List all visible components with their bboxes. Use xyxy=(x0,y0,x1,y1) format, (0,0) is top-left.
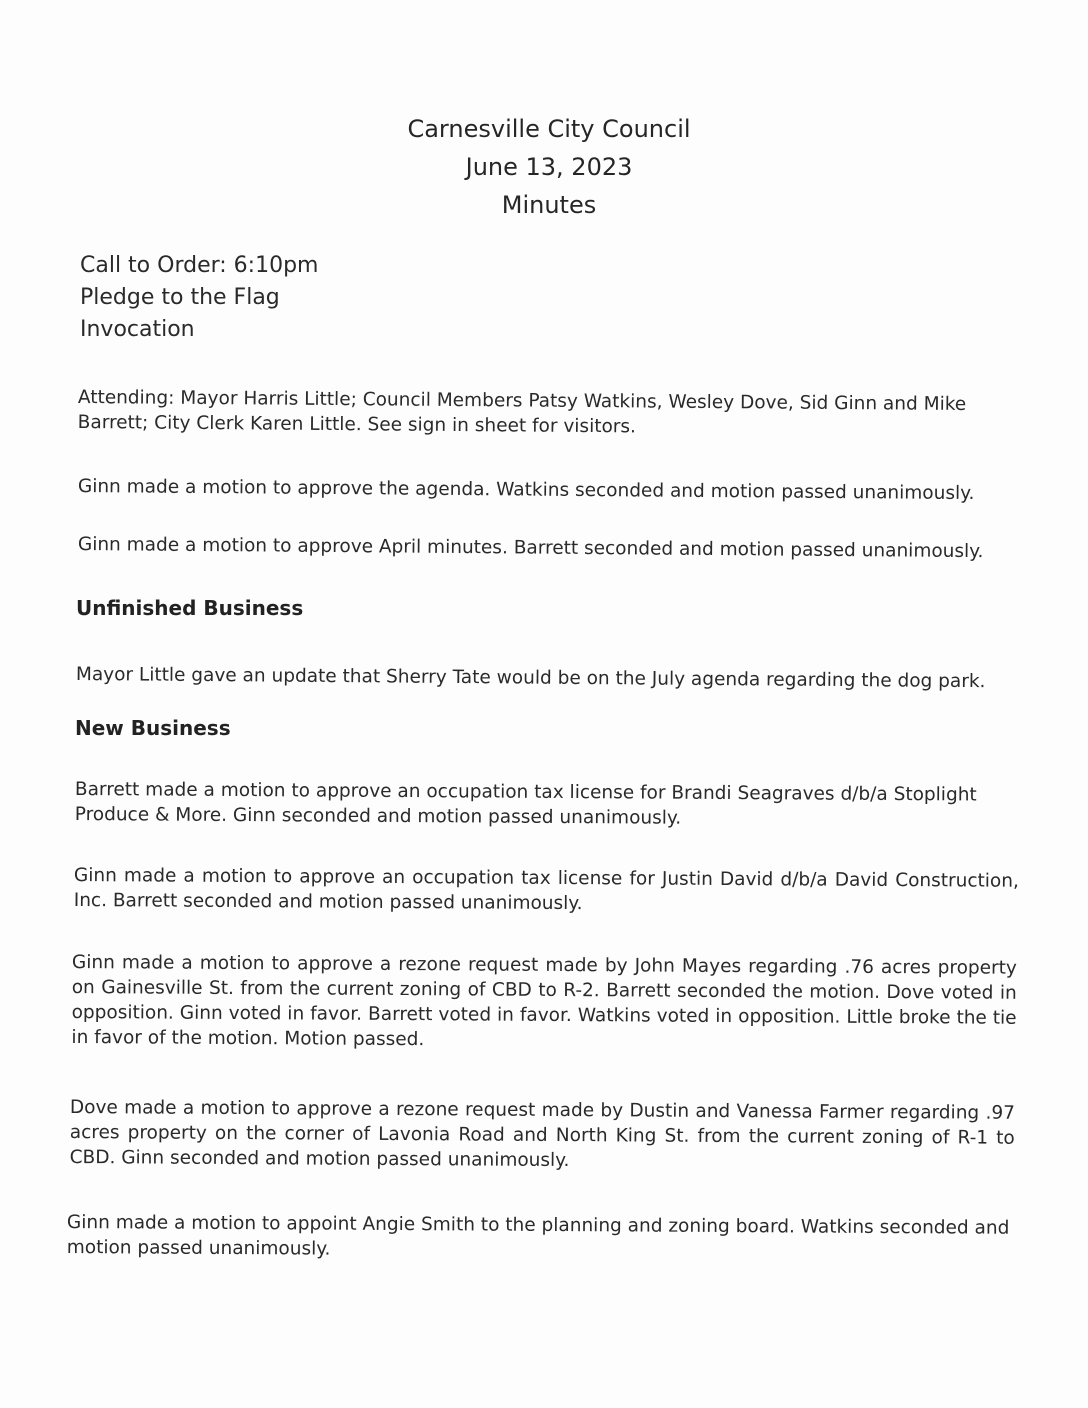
document-header xyxy=(0,110,1088,224)
pledge-item: Pledge to the Flag xyxy=(80,285,280,310)
unfinished-business-text: Mayor Little gave an update that Sherry Tate would be on the July agenda regarding the dog park. xyxy=(75,663,986,693)
document-type: Minutes xyxy=(501,191,597,219)
new-business-item-2: Ginn made a motion to approve an occupation tax license for Justin David d/b/a David Construction, Inc. Barrett seconded and motion passed unanimously. xyxy=(73,864,1019,915)
new-business-item-1: Barrett made a motion to approve an occupation tax license for Brandi Seagraves d/b/a Stoplight Produce & More. Ginn seconded and motion passed unanimously. xyxy=(74,778,977,829)
new-business-item-4: Dove made a motion to approve a rezone request made by Dustin and Vanessa Farmer regarding .97 acres property on the corner of Lavonia Road and North King St. from the current zoning of R-1 to CBD. Ginn seconded and motion passed unanimously. xyxy=(69,1097,1015,1172)
council-name: Carnesville City Council xyxy=(407,115,691,143)
invocation-item: Invocation xyxy=(80,317,195,342)
new-business-item-3: Ginn made a motion to approve a rezone request made by John Mayes regarding .76 acres property on Gainesville St. from the current zoning of CBD to R-2. Barrett seconded the motion. Dove voted in opposition. Ginn voted in favor. Barrett voted in favor. Watkins voted in opposition. Little broke the tie in favor of the motion. Motion passed. xyxy=(71,951,1017,1051)
minutes-motion: Ginn made a motion to approve April minutes. Barrett seconded and motion passed unanimously. xyxy=(77,533,984,563)
new-business-heading: New Business xyxy=(75,716,231,740)
new-business-item-5: Ginn made a motion to appoint Angie Smith to the planning and zoning board. Watkins seconded and motion passed unanimously. xyxy=(66,1212,1010,1260)
call-to-order: Call to Order: 6:10pm xyxy=(80,253,319,278)
attending-paragraph: Attending: Mayor Harris Little; Council Members Patsy Watkins, Wesley Dove, Sid Ginn and Mike Barrett; City Clerk Karen Little. See sign in sheet for visitors. xyxy=(77,386,967,438)
meeting-date: June 13, 2023 xyxy=(465,153,633,181)
unfinished-business-heading: Unfinished Business xyxy=(76,596,304,620)
opening-items xyxy=(80,250,318,346)
agenda-motion: Ginn made a motion to approve the agenda. Watkins seconded and motion passed unanimously. xyxy=(77,475,975,505)
